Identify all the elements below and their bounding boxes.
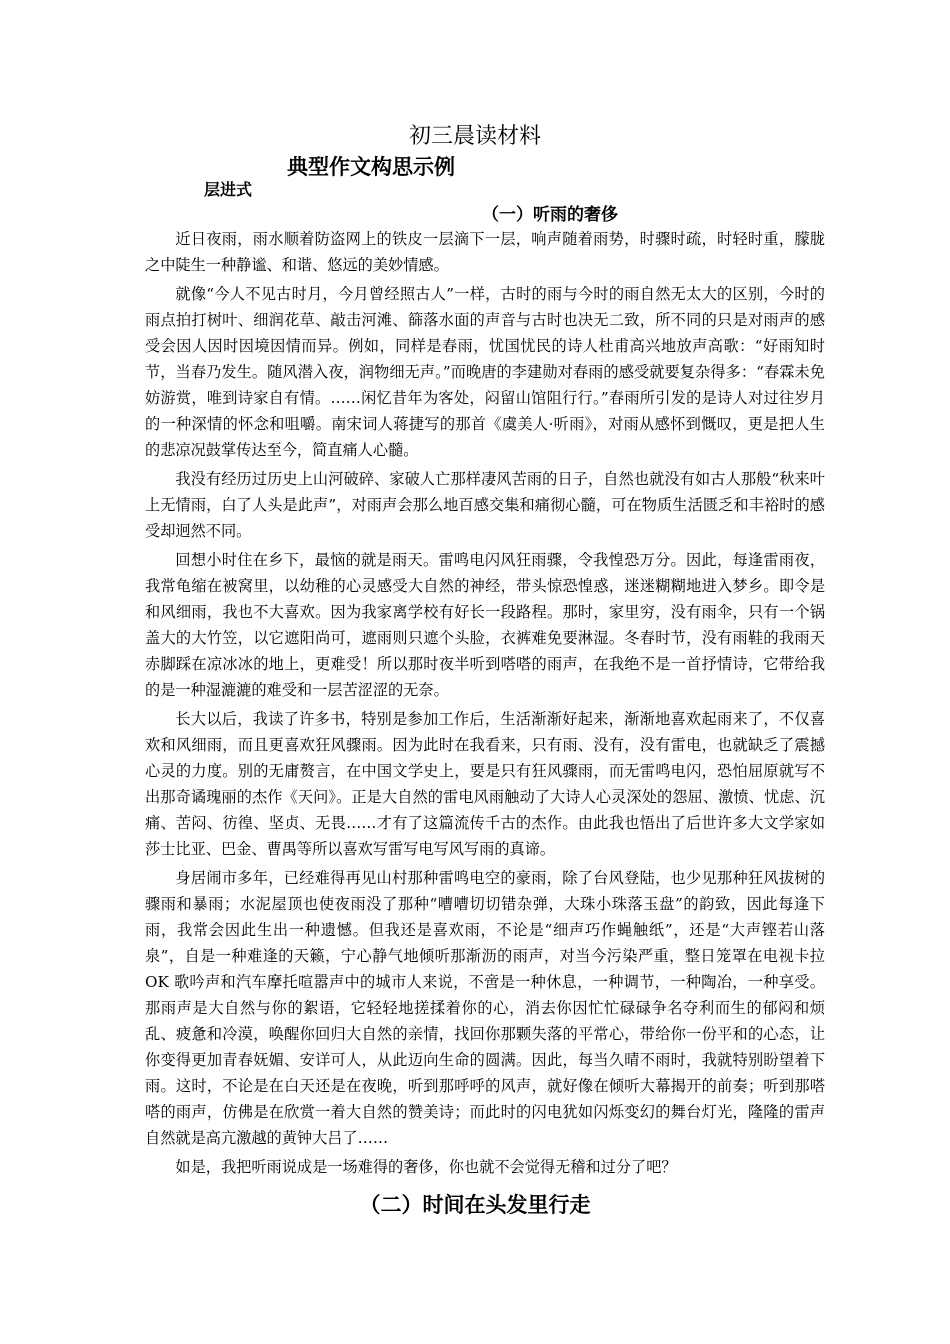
paragraph: 身居闹市多年，已经难得再见山村那种雷鸣电空的豪雨，除了台风登陆，也少见那种狂风拔树的骤雨和暴雨；水泥屋顶也使夜雨没了那种“嘈嘈切切错杂弹，大珠小珠落玉盘”的韵致，因此每逢下雨，我常会因此生出一种遗憾。但我还是喜欢雨，不论是“细声巧作蝇触纸”，还是“大声铿若山落泉”，自是一种难逢的天籁，宁心静气地倾听那渐沥的雨声，对当今污染严重，整日笼罩在电视卡拉 OK 歌吟声和汽车摩托喧嚣声中的城市人来说，不啻是一种休息，一种调节，一种陶冶，一种享受。那雨声是大自然与你的絮语，它轻轻地搓揉着你的心，消去你因忙忙碌碌争名夺利而生的郁闷和烦乱、疲惫和冷漠，唤醒你回归大自然的亲情，找回你那颗失落的平常心，带给你一份平和的心态，让你变得更加青春妩媚、安详可人，从此迈向生命的圆满。因此，每当久晴不雨时，我就特别盼望着下雨。这时，不论是在白天还是在夜晚，听到那呼呼的风声，就好像在倾听大幕揭开的前奏；听到那嗒嗒的雨声，仿佛是在欣赏一着大自然的赞美诗；而此时的闪电犹如闪烁变幻的舞台灯光，隆隆的雷声自然就是高亢激越的黄钟大吕了……	[145, 869, 825, 1147]
paragraph: 长大以后，我读了许多书，特别是参加工作后，生活渐渐好起来，渐渐地喜欢起雨来了，不仅喜欢和风细雨，而且更喜欢狂风骤雨。因为此时在我看来，只有雨、没有，没有雷电，也就缺乏了震撼心灵的力度。别的无庸赘言，在中国文学史上，要是只有狂风骤雨，而无雷鸣电闪，恐怕屈原就写不出那奇谲瑰丽的杰作《天问》。正是大自然的雷电风雨触动了大诗人心灵深处的怨屈、激愤、忧虑、沉痛、苦闷、彷徨、坚贞、无畏……才有了这篇流传千古的杰作。由此我也悟出了后世许多大文学家如莎士比亚、巴金、曹禺等所以喜欢写雷写电写风写雨的真谛。	[145, 710, 825, 858]
paragraph: 我没有经历过历史上山河破碎、家破人亡那样凄风苦雨的日子，自然也就没有如古人那般“秋来叶上无情雨，白了人头是此声”，对雨声会那么地百感交集和痛彻心髓，可在物质生活匮乏和丰裕时的感受却迥然不同。	[145, 470, 825, 540]
essay-1-title: （一）听雨的奢侈	[482, 205, 618, 225]
paragraph: 近日夜雨，雨水顺着防盗网上的铁皮一层滴下一层，响声随着雨势，时骤时疏，时轻时重，朦胧之中陡生一种静谧、和谐、悠远的美妙情感。	[145, 230, 825, 274]
paragraph: 就像“今人不见古时月，今月曾经照古人”一样，古时的雨与今时的雨自然无太大的区别，今时的雨点拍打树叶、细润花草、敲击河滩、篩落水面的声音与古时也决无二致，所不同的只是对雨声的感受会因人因时因境因情而异。例如，同样是春雨，忧国忧民的诗人杜甫高兴地放声高歌：“好雨知时节，当春乃发生。随风潜入夜，润物细无声。”而晚唐的李建勋对春雨的感受就要复杂得多：“春霖未免妨游赏，唯到诗家自有情。……闲忆昔年为客处，闷留山馆阻行行。”春雨所引发的是诗人对过往岁月的一种深情的怀念和咀嚼。南宋词人蒋捷写的那首《虞美人·听雨》，对雨从感怀到慨叹，更是把人生的悲凉况鼓掌传达至今，简直痛人心髓。	[145, 285, 825, 459]
paragraph: 如是，我把听雨说成是一场难得的奢侈，你也就不会觉得无稽和过分了吧？	[175, 1158, 677, 1176]
essay-2-title: （二）时间在头发里行走	[359, 1192, 591, 1217]
section-type-label: 层进式	[204, 180, 253, 199]
main-title: 典型作文构思示例	[287, 154, 455, 179]
essay-1-body	[145, 226, 825, 1183]
page-title: 初三晨读材料	[408, 124, 541, 149]
paragraph: 回想小时住在乡下，最恼的就是雨天。雷鸣电闪风狂雨骤，令我惶恐万分。因此，每逢雷雨夜，我常龟缩在被窝里，以幼稚的心灵感受大自然的神经，带头惊恐惶惑，迷迷糊糊地进入梦乡。即令是和风细雨，我也不大喜欢。因为我家离学校有好长一段路程。那时，家里穷，没有雨伞，只有一个锅盖大的大竹笠，以它遮阳尚可，遮雨则只遮个头脸，衣裤难免要淋湿。冬春时节，没有雨鞋的我雨天赤脚踩在凉冰冰的地上，更难受！所以那时夜半听到嗒嗒的雨声，在我绝不是一首抒情诗，它带给我的是一种湿漉漉的难受和一层苦涩涩的无奈。	[145, 551, 825, 699]
